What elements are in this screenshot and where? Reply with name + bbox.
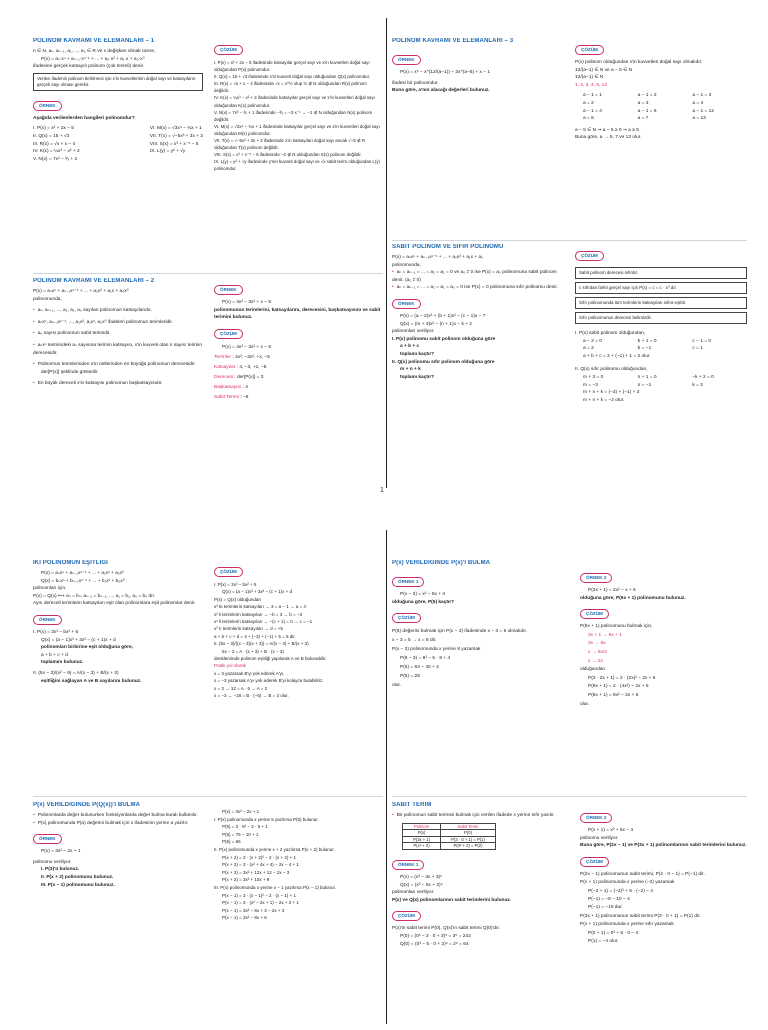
table-header: Sabit Terim (441, 823, 496, 830)
solution-line: m + n + k = (−3) + (−1) + 2 (583, 390, 640, 396)
solution-line: P(5) = 3 · 5² − 2 · 5 + 1 (222, 824, 268, 830)
grid-cell: a = 2 (583, 100, 594, 106)
section-divider (392, 796, 747, 797)
grid-cell: a − 1 = 6 (637, 108, 657, 114)
section-esitlik-cozum (214, 560, 384, 796)
text-line: polinomunda, (33, 296, 62, 302)
grid-cell: a − 1 = 4 (583, 108, 602, 114)
section-sabit-terim-ornek-2 (580, 806, 748, 1024)
formula: P(x) = aₙxⁿ + aₙ₋₁xⁿ⁻¹ + ... + a₂x² + a₁x + a₀ (392, 255, 484, 260)
text-line: Aynı dereceli terimlerin katsayıları eşit olan polinomlara eşit polinomlar denir. (33, 601, 196, 607)
cozum-tag: ÇÖZÜM (214, 45, 243, 55)
grid-cell: a − 1 = 12 (692, 108, 714, 114)
formula: Q(x) = (x³ − 5x + 2)⁶ (400, 882, 443, 888)
section-divider (33, 796, 383, 797)
bullet-item: • Polinomlarda değer bulunurken fonksiyonlarda değer bulma kuralı kullanılır. (33, 812, 205, 820)
text-line: ifadesi bir polinomdur. (392, 80, 439, 86)
cozum-tag: ÇÖZÜM (575, 45, 604, 55)
section-title: POLİNOM KAVRAMI VE ELEMANLARI – 3 (392, 38, 514, 44)
section-sabit-polinom-cozum (575, 244, 747, 484)
section-polinom-kavrami-2 (33, 278, 203, 478)
page-2 (0, 530, 768, 1030)
table-row (403, 836, 496, 843)
text-line: polinomları veriliyor. (392, 890, 435, 896)
solution-line: P(x − 1) = 3x² − 8x + 6 (222, 915, 267, 921)
solution-line: P(x + 1) polinomunda x yerine sıfır yazarsak (580, 922, 674, 928)
section-title: P(x) VERİLDİĞİNDE P(x)'İ BULMA (392, 560, 491, 566)
solution-line: P(6x + 1) = 2 · (4x²) − 2x + 5 (588, 684, 649, 690)
solution-line: P(3 · 2x + 1) = 2 · (2x)² − 2x + 5 (588, 675, 656, 681)
note-box: Sıfır polinomunun derecesi belirsizdir. (575, 312, 747, 324)
table-cell: P(3 · 0 + 1) = P(1) (441, 836, 496, 843)
ornek-tag: ÖRNEK (33, 834, 62, 844)
bullet-item: • a₀ sayısı polinomun sabit terimidir. (33, 330, 203, 338)
section-cozum-1 (214, 38, 382, 270)
formula: P(3x + 1) = 2x² − x + 5 (588, 588, 636, 593)
grid-cell: a − 2 = 0 (583, 338, 602, 344)
bullet-item: • En büyük dereceli x'in katsayısı polinomun başkatsayısıdır. (33, 380, 203, 388)
solution-line: 3x + 1 → 6x + 1 (588, 632, 622, 638)
section-title: POLİNOM KAVRAMI VE ELEMANLARI – 2 (33, 278, 155, 284)
formula: P(x) = 4x³ − 3x² + x − 5 (222, 344, 272, 350)
ornek-tag: ÖRNEK 2 (580, 573, 612, 583)
question: m + n + k (400, 367, 421, 373)
page-2-center-divider (386, 530, 387, 1024)
question: I. P(x) polinomu sabit polinom olduğuna göre (392, 336, 496, 342)
solution-line: P(−1) = −10 dur. (588, 905, 623, 911)
solution-line: P(6x + 1) polinomunu bulmak için, (580, 624, 653, 630)
question: a + b + c (400, 344, 420, 350)
item: IX. L(y) = y² + √y (149, 149, 186, 155)
solution-line: 12/(a−1) ∈ N ve a − 5 ∈ N (575, 67, 633, 73)
values-grid (583, 338, 747, 353)
question: toplamı kaçtır? (400, 351, 435, 357)
text-line: polinomları için, (33, 586, 67, 592)
solution-line: IV. K(x) = ¼x³ − x² + 2 ifadesinde katsayılar gerçel sayı ve x'in kuvvetleri doğal sayı olduğundan K(x) polinomdur. (214, 95, 375, 108)
bullet-item: • Polinomun terimlerinden x'in üstlerinden en büyüğü polinomun derecesidir. (33, 361, 203, 369)
section-polinom-kavrami-1 (33, 38, 203, 260)
row-label: Terimler (214, 354, 232, 360)
formula: P(x) = aₙxⁿ + aₙ₋₁xⁿ⁻¹ + ... + a₁x¹ + a₀x⁰ (41, 571, 125, 576)
question: III. P(x − 1) polinomunu bulunuz. (41, 882, 115, 888)
solution-line: x = 3 yazarsak B'yi yok ederek A'yı, (214, 670, 285, 676)
table-row (403, 843, 496, 850)
solution-line: olur. (580, 701, 590, 707)
section-title: İKİ POLİNOMUN EŞİTLİĞİ (33, 560, 108, 566)
solution-line: P(5) = 66 (222, 839, 241, 845)
solution-line: x − 3 = 5 → x = 8 dir. (392, 638, 437, 644)
section-polinom-kavrami-3 (392, 38, 564, 238)
question: Aşağıda verilenlerden hangileri polinomdur? (33, 115, 135, 121)
question: II. (5x − 3)/(x² − 9) = A/(x − 3) + B/(x + 3) (33, 670, 119, 676)
table-cell: P(0² + 2) = P(2) (441, 843, 496, 850)
solution-line: I. P(x) = x² + 2x − 5 ifadesinde katsayılar gerçel sayı ve x'in kuvvetleri doğal sayı olduğundan P(x) polinomdur. (214, 60, 370, 73)
solution-line: x → 2x (588, 658, 603, 664)
solution-line: P(1) = −4 olur. (588, 939, 619, 945)
item: I. P(x) = x² + 2x − 5 (33, 126, 74, 132)
grid-cell: a = 4 (692, 100, 704, 106)
ornek-tag: ÖRNEK (392, 55, 421, 65)
solution-line: VI. M(x) = √3x⁴ − ¾x + 1 ifadesinde katsayılar gerçel sayı ve x'in kuvvetleri doğal sayı olduğundan M(x) polinomdur. (214, 123, 380, 136)
grid-cell: n + 1 = 0 (637, 374, 657, 380)
solution-line: olur. (392, 683, 402, 689)
section-p-q-x-cozum (214, 808, 384, 1024)
table-cell: P(3x + 1) (403, 836, 441, 843)
formula: P(x) = aₙxⁿ + aₙ₋₁xⁿ⁻¹ + ... + a₂x² + a₁x + a₀x⁰ (33, 289, 129, 294)
page-gap (0, 500, 768, 530)
question: polinomunun terimlerini, katsayılarını, derecesini, başkatsayısını ve sabit terimini bulunuz. (214, 307, 381, 321)
question: II. P(x + 2) polinomunu bulunuz. (41, 874, 114, 880)
solution-line: P(8 − 3) = 8³ − 5 · 8 + 4 (400, 656, 451, 662)
section-divider (33, 273, 383, 274)
solution-line: P(6x + 1) = 8x² − 2x + 5 (588, 692, 639, 698)
question: olduğuna göre, P(6x + 1) polinomunu bulunuz. (580, 595, 686, 601)
ornek-tag: ÖRNEK (392, 299, 421, 309)
formula: P(x) = aₙ·xⁿ + aₙ₋₁·xⁿ⁻¹ + ... + a₂·x² + a₁·x + a₀·x⁰ (41, 56, 145, 62)
bullet-item: • aₙ = aₙ₋₁ = ... = a₂ = a₁ = a₀ = 0 ise P(x) = 0 polinomuna sıfır polinomu denir. (392, 284, 564, 292)
question: polinomları birbirine eşit olduğuna göre, (41, 645, 133, 651)
items-right (150, 125, 203, 163)
solution-line: P(x) = 3x² − 2x + 1 (222, 809, 260, 814)
row-value: : −5 (240, 394, 249, 400)
bullet-item: • aₙ, aₙ₋₁, ..., a₂, a₁, a₀ sayıları polinomun katsayılarıdır. (33, 307, 203, 315)
grid-cell: a = 3 (637, 100, 649, 106)
table-cell: P(0) (441, 830, 496, 837)
solution-line: P(x + 1) polinomunda x yerine (−2) yazarsak (580, 880, 675, 886)
solution-line: P(x + 2) = 3x² + 12x + 12 − 2x − 3 (222, 869, 290, 875)
solution-line: a + b + c = 2 + (−1) + 1 = 2 olur. (583, 353, 651, 359)
question: eşitliğini sağlayan A ve B sayılarını bulunuz. (41, 678, 142, 684)
formula: P(x) = x⁵ − x^(12/(a−1)) − 3x^(a−5) + x − 1 (400, 70, 491, 75)
formula: P(x) = 3x² − 2x + 1 (41, 849, 81, 855)
section-title: P(x) VERİLDİĞİNDE P(Q(x))'İ BULMA (33, 802, 141, 808)
solution-line: II. Q(x) sıfır polinomu olduğundan, (575, 367, 648, 373)
solution-line: P(3x + 1) polinomunun sabit terimi P(3 · 0 + 1) = P(1) dir. (580, 913, 701, 919)
row-label: Katsayılar (214, 364, 236, 370)
solution-line: Q(x) = (a − 1)x³ + 3x² − (c + 1)x + d (222, 589, 293, 595)
solution-line: IX. L(y) = y² + √y ifadesinde y'nin kuvveti doğal sayı ve √x sabit terim olduğundan L(y) polinomdur. (214, 159, 380, 172)
cozum-tag: ÇÖZÜM (580, 857, 609, 867)
solution-line: P(0 + 1) = 0³ + 5 · 0 − 4 (588, 930, 639, 936)
section-title: SABİT TERİM (392, 802, 432, 808)
solution-line: Pratik yol olarak (214, 663, 247, 669)
solution-line: III. R(x) = √x + x − 4 ifadesinde √x = x^½ olup ½ ∉ N olduğundan R(x) polinom değildir. (214, 81, 367, 94)
solution-line: P(−1) = −8 − 10 − 4 (588, 897, 630, 902)
item: VIII. S(x) = x³ + x⁻⁵ − 5 (149, 141, 199, 147)
section-ornek-2-p2 (580, 566, 748, 798)
grid-cell: c − 1 = 0 (692, 338, 711, 344)
solution-line: P(x − 1) = 3x² − 6x + 3 − 2x + 3 (222, 907, 285, 913)
row-label: Derecesi (214, 374, 233, 380)
question: Buna göre, P(2x − 1) ve P(3x + 1) polinomlarının sabit terimlerini bulunuz. (580, 843, 747, 849)
bullet-item: • Bir polinomun sabit terimini bulmak için verilen ifadede x yerine sıfır yazılır. (392, 812, 570, 820)
item: II. Q(x) = 15 + √3 (33, 133, 70, 139)
question: I. P(x) = 3x³ − bx² + 5 (33, 629, 79, 635)
solution-line: x¹ li terimlerin katsayıları → −(c + 1) = 0 → c = −1 (214, 619, 313, 625)
question: P(x) ve Q(x) polinomlarının sabit terimlerini bulunuz. (392, 897, 512, 903)
solution-line: P(5) = 75 − 10 + 1 (222, 831, 259, 837)
solution-line: P(5) = 28 (400, 674, 420, 680)
table-row (403, 830, 496, 837)
page-number: 1 (380, 487, 384, 494)
solution-line: VIII. S(x) = x³ + x⁻⁵ − 5 ifadesinde −2 ∉ N olduğundan S(x) polinom değildir. (214, 152, 362, 158)
solution-line: III. P(x) polinomunda x yerine x − 1 yazılırsa P(x − 1) bulunur. (214, 884, 337, 890)
question: I. P(3)'ü bulunuz. (41, 867, 80, 873)
question: olduğuna göre, P(5) kaçtır? (392, 599, 455, 605)
section-sabit-polinom (392, 244, 564, 484)
solution-line: P(x + 2) = 3 · (x + 2)² − 2 · (x + 2) + 1 (222, 854, 297, 860)
section-title: POLİNOM KAVRAMI VE ELEMANLARI – 1 (33, 38, 155, 44)
bullet-item: • aₙ = aₙ₋₁ = ... = a₂ = a₁ = 0 ve a₀ ≠ 0 ise P(x) = a₀ polinomuna sabit polinom denir. (a₀ ≠ 0) (392, 269, 564, 284)
cozum-tag: ÇÖZÜM (392, 911, 421, 921)
formula: P(x + 1) = x³ + 5x − 4 (588, 828, 634, 833)
text-line: polinomları veriliyor. (392, 329, 435, 335)
ornek-tag: ÖRNEK (33, 101, 62, 111)
bullet-item: • aₙxⁿ terimindeki aₙ sayısına terimin katsayısı, x'in kuvveti olan n sayısı terimin derecesidir. (33, 342, 203, 357)
grid-cell: k = 2 (692, 382, 703, 388)
text-line: P(x) = Q(x) ⟺ aₙ = bₙ, aₙ₋₁ = bₙ₋₁, ..., a₁ = b₁, a₀ = b₀ dır. (33, 593, 156, 599)
item: VI. M(x) = √3x⁴ − ¾x + 1 (149, 126, 202, 132)
solution-line: x = 3 → 12 = A · 6 → A = 2 (214, 685, 268, 691)
solution-line: 3x → 6x (588, 641, 606, 647)
table-cell: P(x) (403, 830, 441, 837)
solution-line: a − 5 ∈ N ⇒ a − 5 ≥ 0 ⇒ a ≥ 5 (575, 127, 639, 133)
solution-line: Buna göre, a → 5, 7 ve 13 olur. (575, 135, 642, 141)
grid-cell: a = 13 (692, 116, 706, 122)
section-title: SABİT POLİNOM VE SIFIR POLİNOMU (392, 244, 504, 250)
solution-line: V. N(x) = 7x³ − ³⁄ₓ + 1 ifadesinde −³⁄ₓ = −3·x⁻¹ → −1 ∉ N olduğundan N(x) polinom değildir. (214, 109, 373, 122)
section-divider (392, 240, 747, 241)
note-box: Sıfır polinomunda tüm terimlerin katsayıları sıfıra eşittir. (575, 297, 747, 309)
row-value: : 4 (242, 384, 248, 390)
ornek-tag: ÖRNEK (33, 615, 62, 625)
solution-line: denkleminde polinom eşitliği yapılarak A ve B bulunabilir. (214, 656, 327, 662)
text-line: n ∈ N, aₙ, aₙ₋₁, a₁, ..., a₀ ∈ R ve x değişken olmak üzere, (33, 49, 156, 54)
row-label: Başkatsayısı (214, 384, 242, 390)
item: IV. K(x) = ¼x³ − x² + 2 (33, 149, 80, 155)
solution-line: m + n + k = −2 olur. (583, 397, 625, 403)
ornek-tag: ÖRNEK 2 (580, 813, 612, 823)
grid-cell: m + 3 = 0 (583, 374, 604, 380)
page-1-center-divider (386, 18, 387, 488)
solution-line: II. (5x − 3)/((x − 3)(x + 3)) = A/(x − 3) + B/(x + 3) (214, 641, 309, 647)
note-box: c sıfırdan farklı gerçel sayı için P(x) = c = c · x⁰ dır. (575, 282, 747, 294)
question: II. Q(x) polinomu sıfır polinom olduğuna göre (392, 359, 495, 365)
question: toplamını bulunuz. (41, 660, 84, 666)
cozum-tag: ÇÖZÜM (575, 251, 604, 261)
solution-line: I. P(x) = 3x³ − bx² + 5 (214, 582, 257, 587)
solution-line: P(0) = (0³ − 3 · 0 + 3)⁵ = 3⁵ = 243 (400, 933, 471, 939)
grid-cell: n = −1 (637, 382, 652, 388)
bullet-item: • P(x) polinomunda P(a) değerini bulmak için x ifadesinin yerine a yazılır. (33, 820, 205, 828)
solution-line: P(2x − 1) polinomunun sabit terimi, P(2 · 0 − 1) = P(−1) dir. (580, 871, 705, 877)
solution-line: P(x − 3) polinomunda x yerine 8 yazarsak (392, 647, 481, 653)
solution-line: x = −3 → −18 = B · (−6) → B = 3 olur. (214, 693, 289, 699)
grid-cell: −k + 2 = 0 (692, 374, 714, 380)
bullet-item: • aₙxⁿ, aₙ₋₁xⁿ⁻¹, ..., a₂x², a₁x¹, a₀x⁰ ifadeleri polinomun terimleridir. (33, 319, 203, 327)
solution-line: a + b + c + d = 4 + (−3) + (−1) + 5 = 5 dir. (214, 633, 296, 639)
formula: P(x) = 4x³ − 3x² + x − 5 (222, 300, 272, 305)
text-line: polinomu veriliyor. (33, 859, 72, 865)
solution-line: I. P(x) polinomunda x yerine 5 yazılırsa P(5) bulunur. (214, 816, 319, 822)
solution-line: II. P(x) polinomunda x yerine x + 2 yazılırsa P(x + 2) bulunur. (214, 846, 335, 852)
grid-cell: a − 1 = 3 (692, 93, 712, 99)
row-value: : 4, −3, +1, −5 (236, 364, 267, 370)
grid-cell: m = −3 (583, 382, 598, 388)
section-p-q-x-bulma (33, 802, 205, 1024)
grid-cell: a − 1 = 1 (583, 93, 602, 99)
solution-line: VII. T(x) = √−5x³ + 3x + 2 ifadesinde x'in katsayıları doğal sayı ancak √−5 ∉ R olduğundan T(x) polinom değildir. (214, 138, 366, 151)
item: V. N(x) = 7x³ − ³⁄ₓ + 2 (33, 156, 78, 162)
formula: Q(x) = bₙxⁿ + bₙ₋₁xⁿ⁻¹ + ... + b₁x¹ + b₀x⁰ (41, 578, 125, 584)
note-box: Sabit polinom derecesi sıfırdır. (575, 267, 747, 279)
solution-line: P(x − 1) = 3 · (x − 1)² − 2 · (x − 1) + 1 (222, 892, 297, 898)
solution-line: x → 6x/3 (588, 649, 607, 655)
item: VII. T(x) = √−5x³ + 3x + 2 (149, 133, 203, 139)
text-line: der[P(x)] şeklinde gösterilir. (41, 369, 99, 375)
solution-line: 5x − 3 = A · (x + 3) + B · (x − 3) (222, 648, 284, 654)
cozum-tag: ÇÖZÜM (214, 329, 243, 339)
solution-line: I. P(x) sabit polinom olduğundan, (575, 331, 646, 336)
row-label: Sabit Terimi (214, 394, 239, 400)
solution-line: P(x + 2) = 3 · (x² + 4x + 4) − 2x − 4 + 1 (222, 862, 299, 868)
solution-line: II. Q(x) = 15 + √3 ifadesinde x'in kuvveti doğal sayı olduğundan Q(x) polinomdur. (214, 74, 371, 80)
row-value: : der[P(x)] = 3 (234, 374, 264, 380)
table-cell: P(x² + 2) (403, 843, 441, 850)
text-line: polinomu veriliyor. (580, 835, 619, 841)
ornek-tag: ÖRNEK (214, 285, 243, 295)
question: a + b + c + d (41, 652, 68, 658)
grid-cell: b + 1 = 0 (637, 338, 657, 344)
section-cozum-3 (575, 38, 747, 238)
formula: Q(x) = (m + 3)x² − (n + 1)x − k + 2 (400, 321, 472, 327)
ornek-tag: ÖRNEK 1 (392, 860, 424, 870)
formula: P(x) = (x³ − 3x + 3)⁵ (400, 874, 443, 880)
grid-cell: a = 7 (637, 116, 649, 122)
sabit-terim-table (402, 823, 496, 850)
grid-cell: a − 1 = 2 (637, 93, 657, 99)
row-value: : 4x³, −3x², +x, −5 (232, 354, 270, 360)
cozum-tag: ÇÖZÜM (580, 609, 609, 619)
ornek-tag: ÖRNEK 1 (392, 577, 424, 587)
grid-cell: a = 2 (583, 346, 594, 352)
solution-line: 1, 2, 3, 4, 6, 12 (575, 82, 608, 88)
solution-line: P(−2 + 1) = (−2)³ + 5 · (−2) − 4 (588, 888, 653, 894)
question: Buna göre, a'nın alacağı değerleri bulunuz. (392, 88, 490, 94)
solution-line: x = −3 yazarsak A'yı yok ederek B'yi kolayca bulabiliriz. (214, 678, 324, 684)
solution-line: x⁰ lı terimlerin katsayıları → d = +5 (214, 626, 283, 632)
text-line: ifadesine gerçek katsayılı polinom (çok terimli) denir. (33, 64, 145, 70)
section-p-x-bulma (392, 560, 570, 796)
solution-line: P(x) polinom olduğundan x'in kuvvetleri doğal sayı olmalıdır. (575, 60, 703, 65)
question: toplamı kaçtır? (400, 374, 435, 380)
page-1 (0, 0, 768, 500)
solution-line: P(5) değerini bulmak için P(x − 3) ifadesinde x − 3 = 5 olmalıdır. (392, 629, 528, 635)
solution-line: Q(0) = (0³ − 5 · 0 + 2)⁶ = 2⁶ = 64 (400, 941, 469, 947)
solution-line: x² li terimlerin katsayıları → −b = 3 → b = −3 (214, 611, 303, 617)
items-left (33, 125, 80, 163)
formula: P(x) = (a − 2)x³ + (b + 1)x² − (c − 1)x − 7 (400, 313, 486, 319)
solution-line: P(5) = 64 − 40 + 4 (400, 665, 439, 671)
values-grid (583, 374, 747, 389)
item: III. R(x) = √x + x − 4 (33, 141, 76, 147)
grid-cell: a = 5 (583, 116, 594, 122)
solution-line: P(x)'in sabit terimi P(0), Q(x)'in sabit terimi Q(0)'dır. (392, 926, 501, 932)
grid-cell: b = −1 (637, 346, 652, 352)
solution-line: x³ lü terimlerin katsayıları → 3 = a − 1 → a = 4 (214, 604, 306, 610)
table-header: Polinom (403, 823, 441, 830)
section-iki-polinom-esitligi (33, 560, 205, 796)
grid-cell: c = 1 (692, 346, 703, 352)
solution-line: P(x + 2) = 3x² + 10x + 9 (222, 877, 270, 883)
solution-line: olduğundan (580, 667, 606, 673)
section-sabit-terim (392, 802, 570, 1024)
note-box: Verilen ifadenin polinom belirtmesi için x'in kuvvetlerinin doğal sayı ve katsayıların gerçek sayı olması gerekir. (33, 73, 203, 91)
question: Q(x) = (a − 1)x³ + 3x² − (c + 1)x + d (41, 637, 116, 643)
cozum-tag: ÇÖZÜM (392, 613, 421, 623)
solution-line: P(x − 1) = 3 · (x² − 2x + 1) − 2x + 2 + 1 (222, 900, 299, 906)
solution-line: 12/(a−1) ∈ N (575, 75, 604, 81)
cozum-tag: ÇÖZÜM (214, 567, 243, 577)
section-ornek-2 (214, 278, 382, 478)
solution-line: P(x) = Q(x) olduğundan (214, 596, 261, 602)
text-line: polinomunda, (392, 262, 421, 268)
formula: P(x − 3) = x³ − 5x + 4 (400, 592, 446, 597)
values-grid (583, 92, 747, 122)
